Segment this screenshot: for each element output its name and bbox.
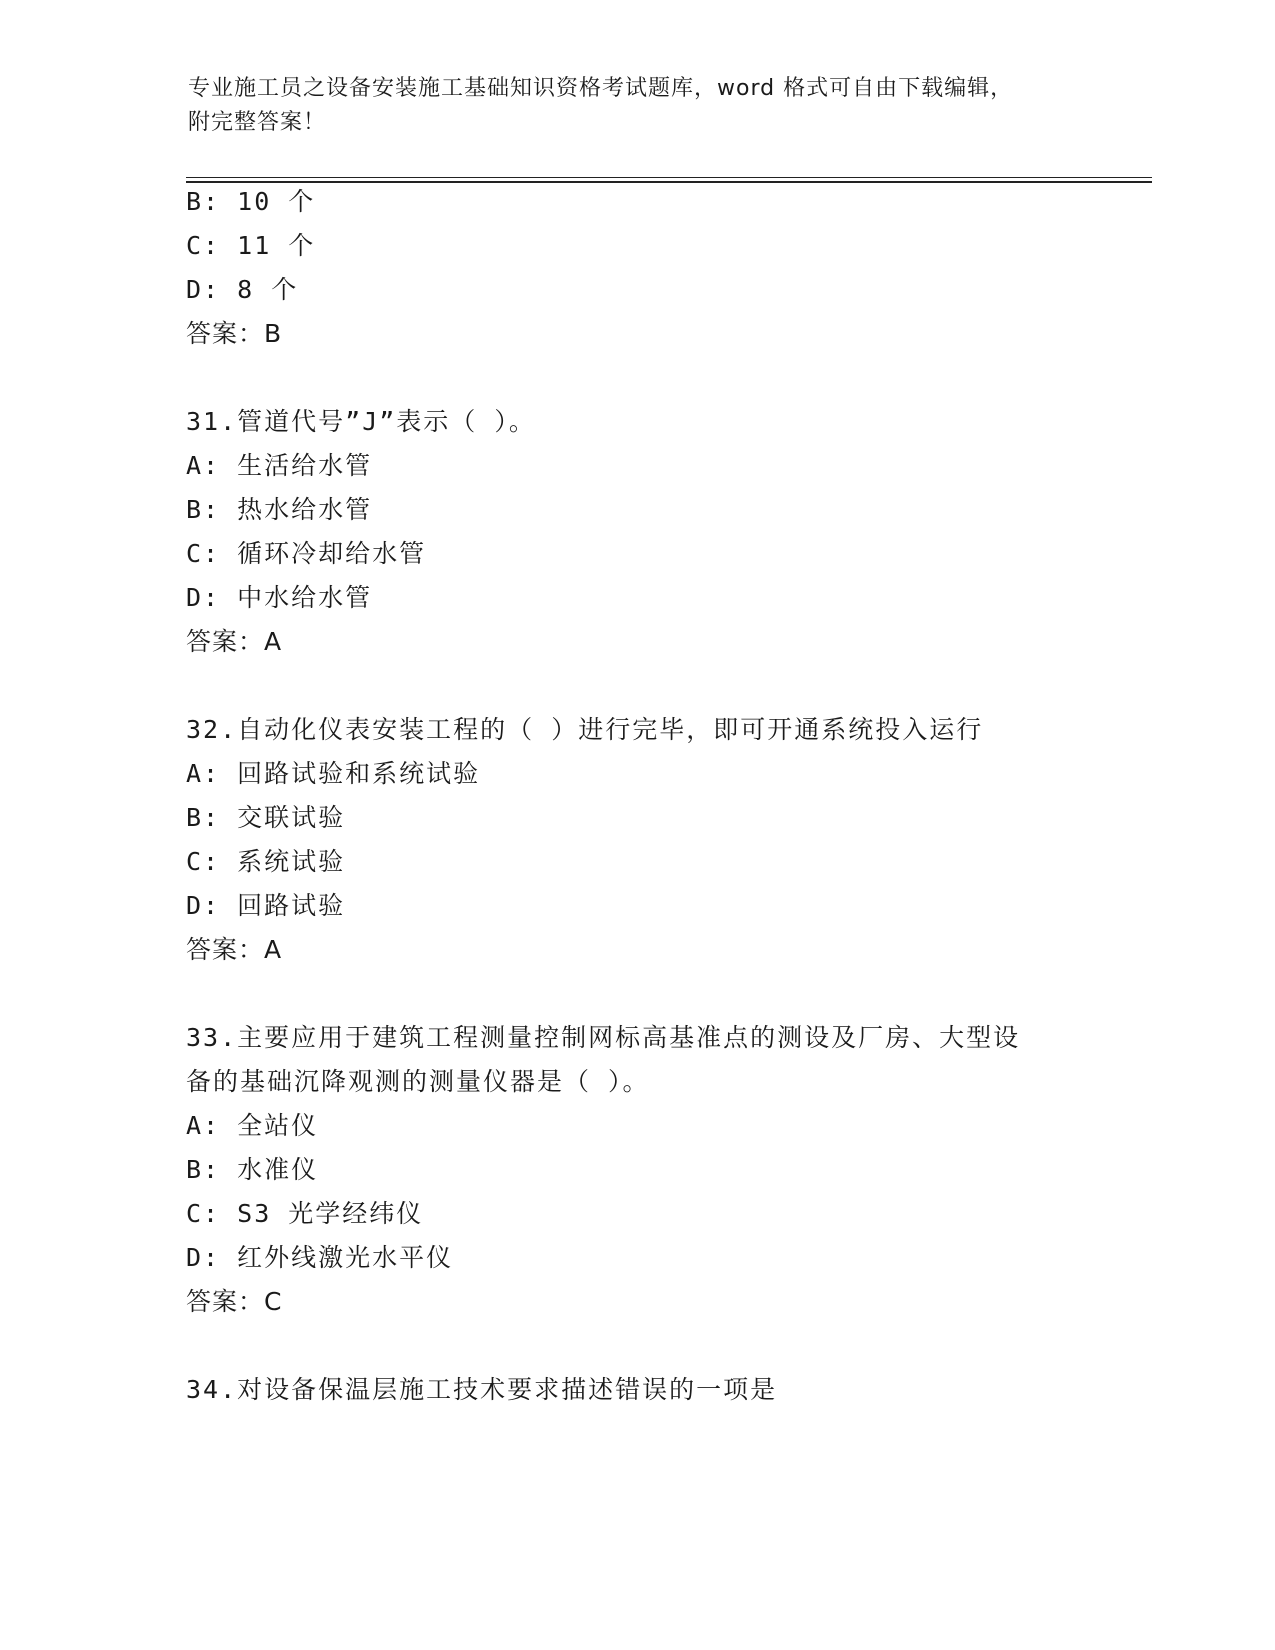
answer: 答案：A [186, 935, 283, 964]
option-d: D: 红外线激光水平仪 [186, 1243, 454, 1272]
option-b: B: 热水给水管 [186, 495, 373, 524]
option-a: A: 回路试验和系统试验 [186, 759, 481, 788]
option-d: D: 回路试验 [186, 891, 346, 920]
answer: 答案：C [186, 1287, 283, 1316]
header-divider-thin [186, 177, 1152, 178]
question-stem-line-2: 备的基础沉降观测的测量仪器是（ ）。 [186, 1067, 650, 1096]
option-b: B: 水准仪 [186, 1155, 319, 1184]
option-d: D: 中水给水管 [186, 583, 373, 612]
option-a: A: 全站仪 [186, 1111, 319, 1140]
header-line-1: 专业施工员之设备安装施工基础知识资格考试题库，word 格式可自由下载编辑， [188, 76, 1014, 101]
answer: 答案：B [186, 319, 283, 348]
question-stem: 34.对设备保温层施工技术要求描述错误的一项是 [186, 1375, 778, 1404]
option-c: C: S3 光学经纬仪 [186, 1199, 424, 1228]
header-line-2: 附完整答案！ [188, 110, 327, 135]
option-a: A: 生活给水管 [186, 451, 373, 480]
option-c: C: 系统试验 [186, 847, 346, 876]
option-c: C: 11 个 [186, 231, 316, 260]
question-stem-line-1: 33.主要应用于建筑工程测量控制网标高基准点的测设及厂房、大型设 [186, 1023, 1021, 1052]
answer: 答案：A [186, 627, 283, 656]
option-d: D: 8 个 [186, 275, 299, 304]
question-stem: 31.管道代号”J”表示（ ）。 [186, 407, 536, 436]
header-divider-thick [186, 181, 1152, 183]
option-c: C: 循环冷却给水管 [186, 539, 427, 568]
option-b: B: 10 个 [186, 187, 316, 216]
document-header [188, 72, 1068, 140]
question-stem: 32.自动化仪表安装工程的（ ）进行完毕，即可开通系统投入运行 [186, 715, 984, 744]
option-b: B: 交联试验 [186, 803, 346, 832]
